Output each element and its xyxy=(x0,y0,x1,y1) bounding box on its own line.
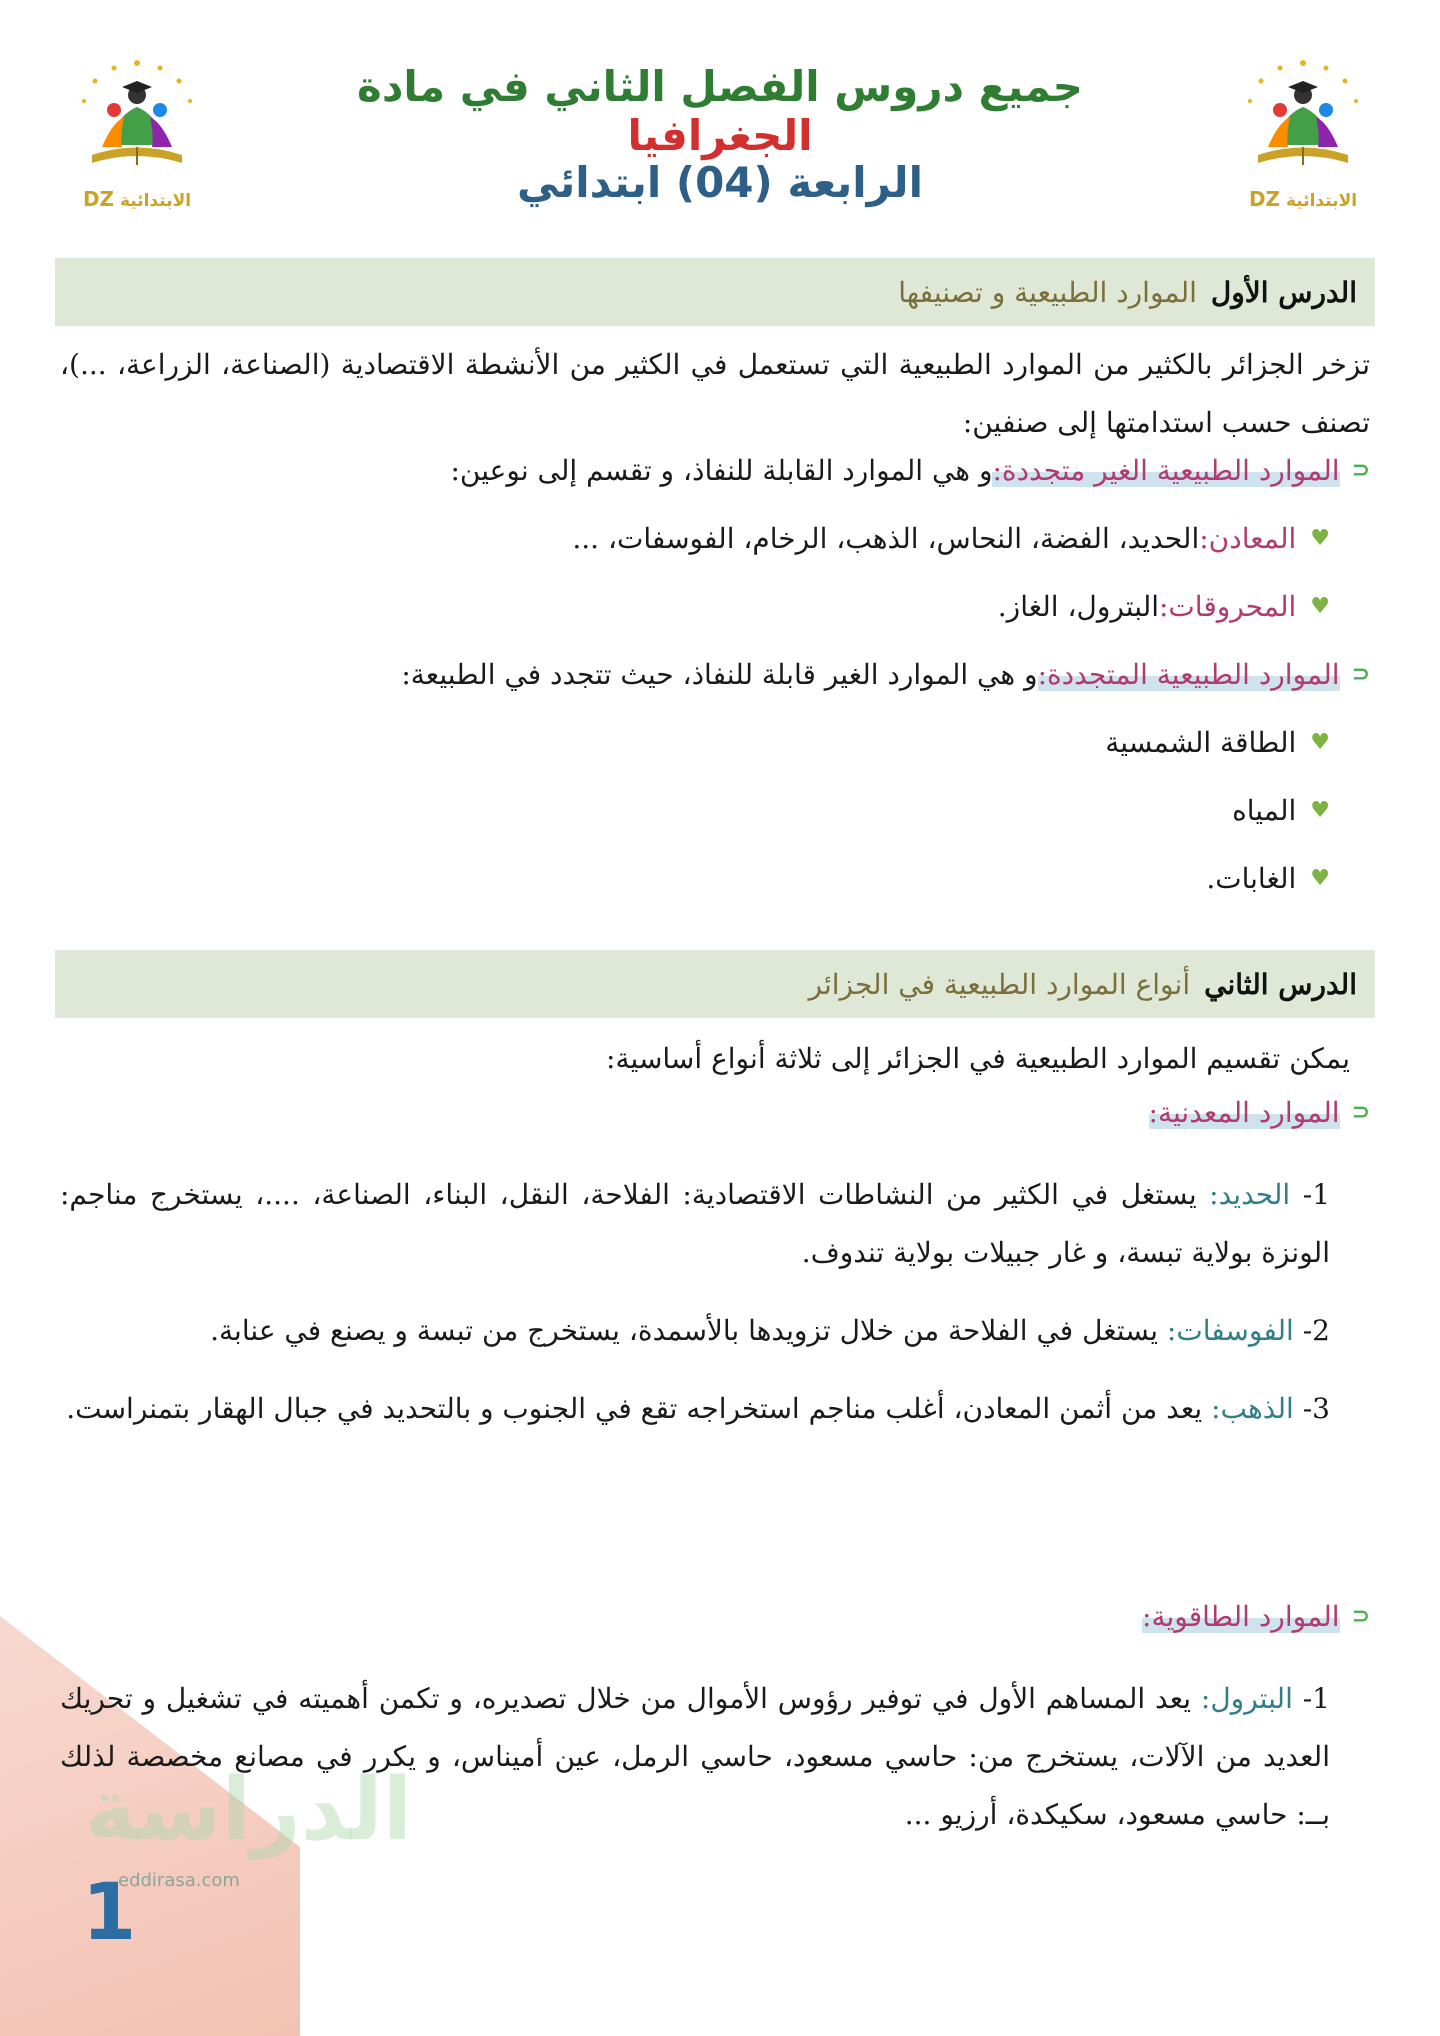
ring-bullet-icon: ⊂ xyxy=(1351,458,1370,483)
list-item xyxy=(60,1670,1330,1844)
ring-bullet-icon: ⊂ xyxy=(1351,1604,1370,1629)
site-watermark-url: eddirasa.com xyxy=(118,1870,240,1891)
list-item-number: 1- xyxy=(1302,1178,1331,1211)
list-item xyxy=(1105,726,1330,759)
logo-caption-mark: DZ xyxy=(1248,187,1281,211)
list-item-desc: يستغل في الفلاحة من خلال تزويدها بالأسمدة، يستخرج من تبسة و يصنع في عنابة. xyxy=(210,1314,1158,1347)
school-logo-left xyxy=(62,55,212,225)
lesson-2-header xyxy=(55,950,1375,1018)
list-item-text: المياه xyxy=(1232,794,1297,827)
category-nonrenewable xyxy=(450,454,1370,487)
list-item-term: الفوسفات: xyxy=(1166,1314,1294,1347)
category-renewable-term: الموارد الطبيعية المتجددة: xyxy=(1037,658,1340,691)
school-logo-right xyxy=(1228,55,1378,225)
section-energy-title: الموارد الطاقوية: xyxy=(1142,1600,1340,1633)
list-item xyxy=(1206,862,1330,895)
list-item-term: المحروقات: xyxy=(1159,590,1297,623)
list-item-number: 1- xyxy=(1302,1682,1330,1715)
list-item-desc: البترول، الغاز. xyxy=(997,590,1159,623)
ring-bullet-icon: ⊂ xyxy=(1351,1100,1370,1125)
site-watermark: الدراسة xyxy=(85,1760,413,1860)
lesson-1-title: الموارد الطبيعية و تصنيفها xyxy=(898,275,1197,309)
logo-caption xyxy=(1249,187,1357,211)
list-item xyxy=(572,522,1330,555)
section-energy xyxy=(1142,1600,1370,1633)
list-item xyxy=(60,1302,1330,1360)
list-item-term: البترول: xyxy=(1200,1682,1293,1715)
page-title xyxy=(290,62,1150,160)
lesson-2-number: الدرس الثاني xyxy=(1204,967,1357,1001)
list-item xyxy=(60,1380,1330,1438)
page-subtitle: الرابعة (04) ابتدائي xyxy=(517,158,923,207)
logo-caption-mark: DZ xyxy=(82,187,115,211)
page-title-subject: الجغرافيا xyxy=(627,111,813,160)
list-item xyxy=(60,1166,1330,1282)
list-item-desc: يعد من أثمن المعادن، أغلب مناجم استخراجه تقع في الجنوب و بالتحديد في جبال الهقار بتمنراست. xyxy=(66,1392,1203,1425)
list-item xyxy=(1232,794,1330,827)
list-item-term: الحديد: xyxy=(1209,1178,1291,1211)
section-minerals-title: الموارد المعدنية: xyxy=(1148,1096,1340,1129)
page-title-main: جميع دروس الفصل الثاني في مادة xyxy=(357,62,1083,111)
energy-list xyxy=(60,1670,1330,1844)
minerals-list xyxy=(60,1166,1330,1438)
lesson-1-header xyxy=(55,258,1375,326)
list-item-text: الطاقة الشمسية xyxy=(1105,726,1297,759)
lesson-2-intro: يمكن تقسيم الموارد الطبيعية في الجزائر إلى ثلاثة أنواع أساسية: xyxy=(606,1042,1350,1075)
page-number: 1 xyxy=(82,1868,137,1958)
heart-bullet-icon: ♥ xyxy=(1310,798,1330,823)
list-item-number: 2- xyxy=(1302,1314,1330,1347)
heart-bullet-icon: ♥ xyxy=(1310,526,1330,551)
list-item-term: الذهب: xyxy=(1211,1392,1294,1425)
lesson-2-title: أنواع الموارد الطبيعية في الجزائر xyxy=(808,967,1191,1001)
category-nonrenewable-desc: و هي الموارد القابلة للنفاذ، و تقسم إلى نوعين: xyxy=(450,454,993,487)
logo-caption-text: الابتدائية xyxy=(119,191,192,211)
list-item-text: الغابات. xyxy=(1206,862,1297,895)
ring-bullet-icon: ⊂ xyxy=(1351,662,1370,687)
school-logo-icon xyxy=(1228,55,1378,185)
list-item-number: 3- xyxy=(1302,1392,1330,1425)
logo-caption xyxy=(83,187,191,211)
heart-bullet-icon: ♥ xyxy=(1310,866,1330,891)
logo-caption-text: الابتدائية xyxy=(1285,191,1358,211)
list-item-desc: الحديد، الفضة، النحاس، الذهب، الرخام، الفوسفات، ... xyxy=(572,522,1200,555)
heart-bullet-icon: ♥ xyxy=(1310,594,1330,619)
category-renewable xyxy=(401,658,1370,691)
school-logo-icon xyxy=(62,55,212,185)
list-item-desc: يستغل في الكثير من النشاطات الاقتصادية: الفلاحة، النقل، البناء، الصناعة، ....، يستخرج مناجم: الونزة بولاية تبسة، و غار جبيلات بولاية تندوف. xyxy=(60,1178,1330,1269)
list-item xyxy=(998,590,1330,623)
heart-bullet-icon: ♥ xyxy=(1310,730,1330,755)
list-item-desc: يعد المساهم الأول في توفير رؤوس الأموال من خلال تصديره، و تكمن أهميته في تشغيل و تحريك العديد من الآلات، يستخرج من: حاسي مسعود، حاسي الرمل، عين أميناس، و يكرر في مصانع مخصصة لذلك بــ: حاسي مسعود، سكيكدة، أرزيو ... xyxy=(60,1682,1330,1831)
lesson-1-body xyxy=(60,336,1370,895)
section-minerals xyxy=(1149,1096,1370,1129)
category-nonrenewable-term: الموارد الطبيعية الغير متجددة: xyxy=(992,454,1340,487)
lesson-1-intro: تزخر الجزائر بالكثير من الموارد الطبيعية التي تستعمل في الكثير من الأنشطة الاقتصادية (الصناعة، الزراعة، ...)، تصنف حسب استدامتها إلى صنفين: xyxy=(60,348,1370,439)
list-item-term: المعادن: xyxy=(1199,522,1297,555)
category-renewable-desc: و هي الموارد الغير قابلة للنفاذ، حيث تتجدد في الطبيعة: xyxy=(401,658,1038,691)
lesson-1-number: الدرس الأول xyxy=(1210,275,1357,309)
